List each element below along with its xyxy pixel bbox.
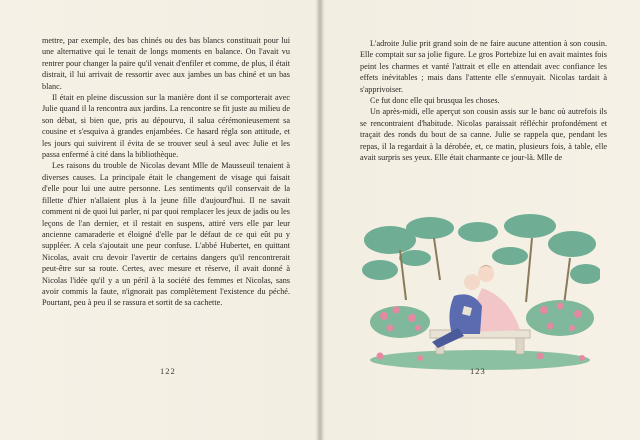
left-page-text [42,35,290,309]
paragraph: Ce fut donc elle qui brusqua les choses. [370,96,500,106]
page-number: 122 [160,366,176,376]
right-page [320,0,640,440]
paragraph: Un après-midi, elle aperçut son cousin assis sur le banc où autrefois ils se rencontraient d'habitude. Nicolas paraissait réfléchir profondément et traçait des ronds du bout de sa canne. Julie se rappela que, pendant les repas, il la regardait à la dérobée, et, ce matin, plusieurs fois, à table, elle avait surpris ses yeux. Elle était charmante ce jour-là. Mlle de [360,107,607,163]
paragraph: Les raisons du trouble de Nicolas devant Mlle de Mausseuil tenaient à diverses causes. La principale était le changement de visage qui faisait d'elle pour lui une autre personne. Les sentiments qu'il conservait de la fillette d'hier n'allaient plus à la jeune fille d'aujourd'hui. Il ne savait comment ni de quoi lui parler, ni par quoi remplacer les jeux de jadis ou les leçons de l'an dernier, et il restait en suspens, attiré vers elle par leur ancienne camaraderie et éloigné d'elle par le défaut de ce qui eût pu y suppléer. A cela s'ajoutait une peur confuse. L'abbé Hubertet, en quittant Nicolas, avait cru devoir l'avertir de certains dangers qu'il rencontrerait peut-être sur sa route. Certes, avec mesure et réserve, il avait donné à Nicolas l'idée qu'il y a un péril à la société des femmes et Nicolas, sans avoir commis la faute, n'ignorait pas complètement l'existence du péché. Pourtant, peu à peu il se rassura et sortit de sa cachette. [42,161,290,308]
paragraph: L'adroite Julie prit grand soin de ne faire aucune attention à son cousin. Elle comptait sur sa jolie figure. Le gros Portebize lui en avait maintes fois peint les charmes et vanté l'attrait et elle en attendait avec confiance les effets inévitables ; mais dans l'attente elle s'ennuyait. Nicolas tardait à s'apprivoiser. [360,39,607,94]
garden-illustration [360,210,600,370]
paragraph: mettre, par exemple, des bas chinés ou des bas blancs constituait pour lui une alternative qui le tenait de longs moments en balance. On l'avait vu rentrer pour changer la paire qu'il venait d'enfiler et comme, de plus, il était distrait, il lui arrivait de ressortir avec aux jambes un bas chiné et un bas blanc. [42,36,290,91]
paragraph: Il était en pleine discussion sur la manière dont il se comporterait avec Julie quand il la rencontra aux jardins. La rencontre se fit juste au milieu de son débat, si bien que, pris au dépourvu, il salua cérémonieusement sa cousine et s'esquiva à grandes enjambées. Ce hasard régla son attitude, et les jours qui suivirent il évita de se trouver seul à seul avec Julie et les passa enfermé à cité dans la bibliothèque. [42,93,290,160]
right-page-text [360,38,607,163]
page-number: 123 [470,366,486,376]
